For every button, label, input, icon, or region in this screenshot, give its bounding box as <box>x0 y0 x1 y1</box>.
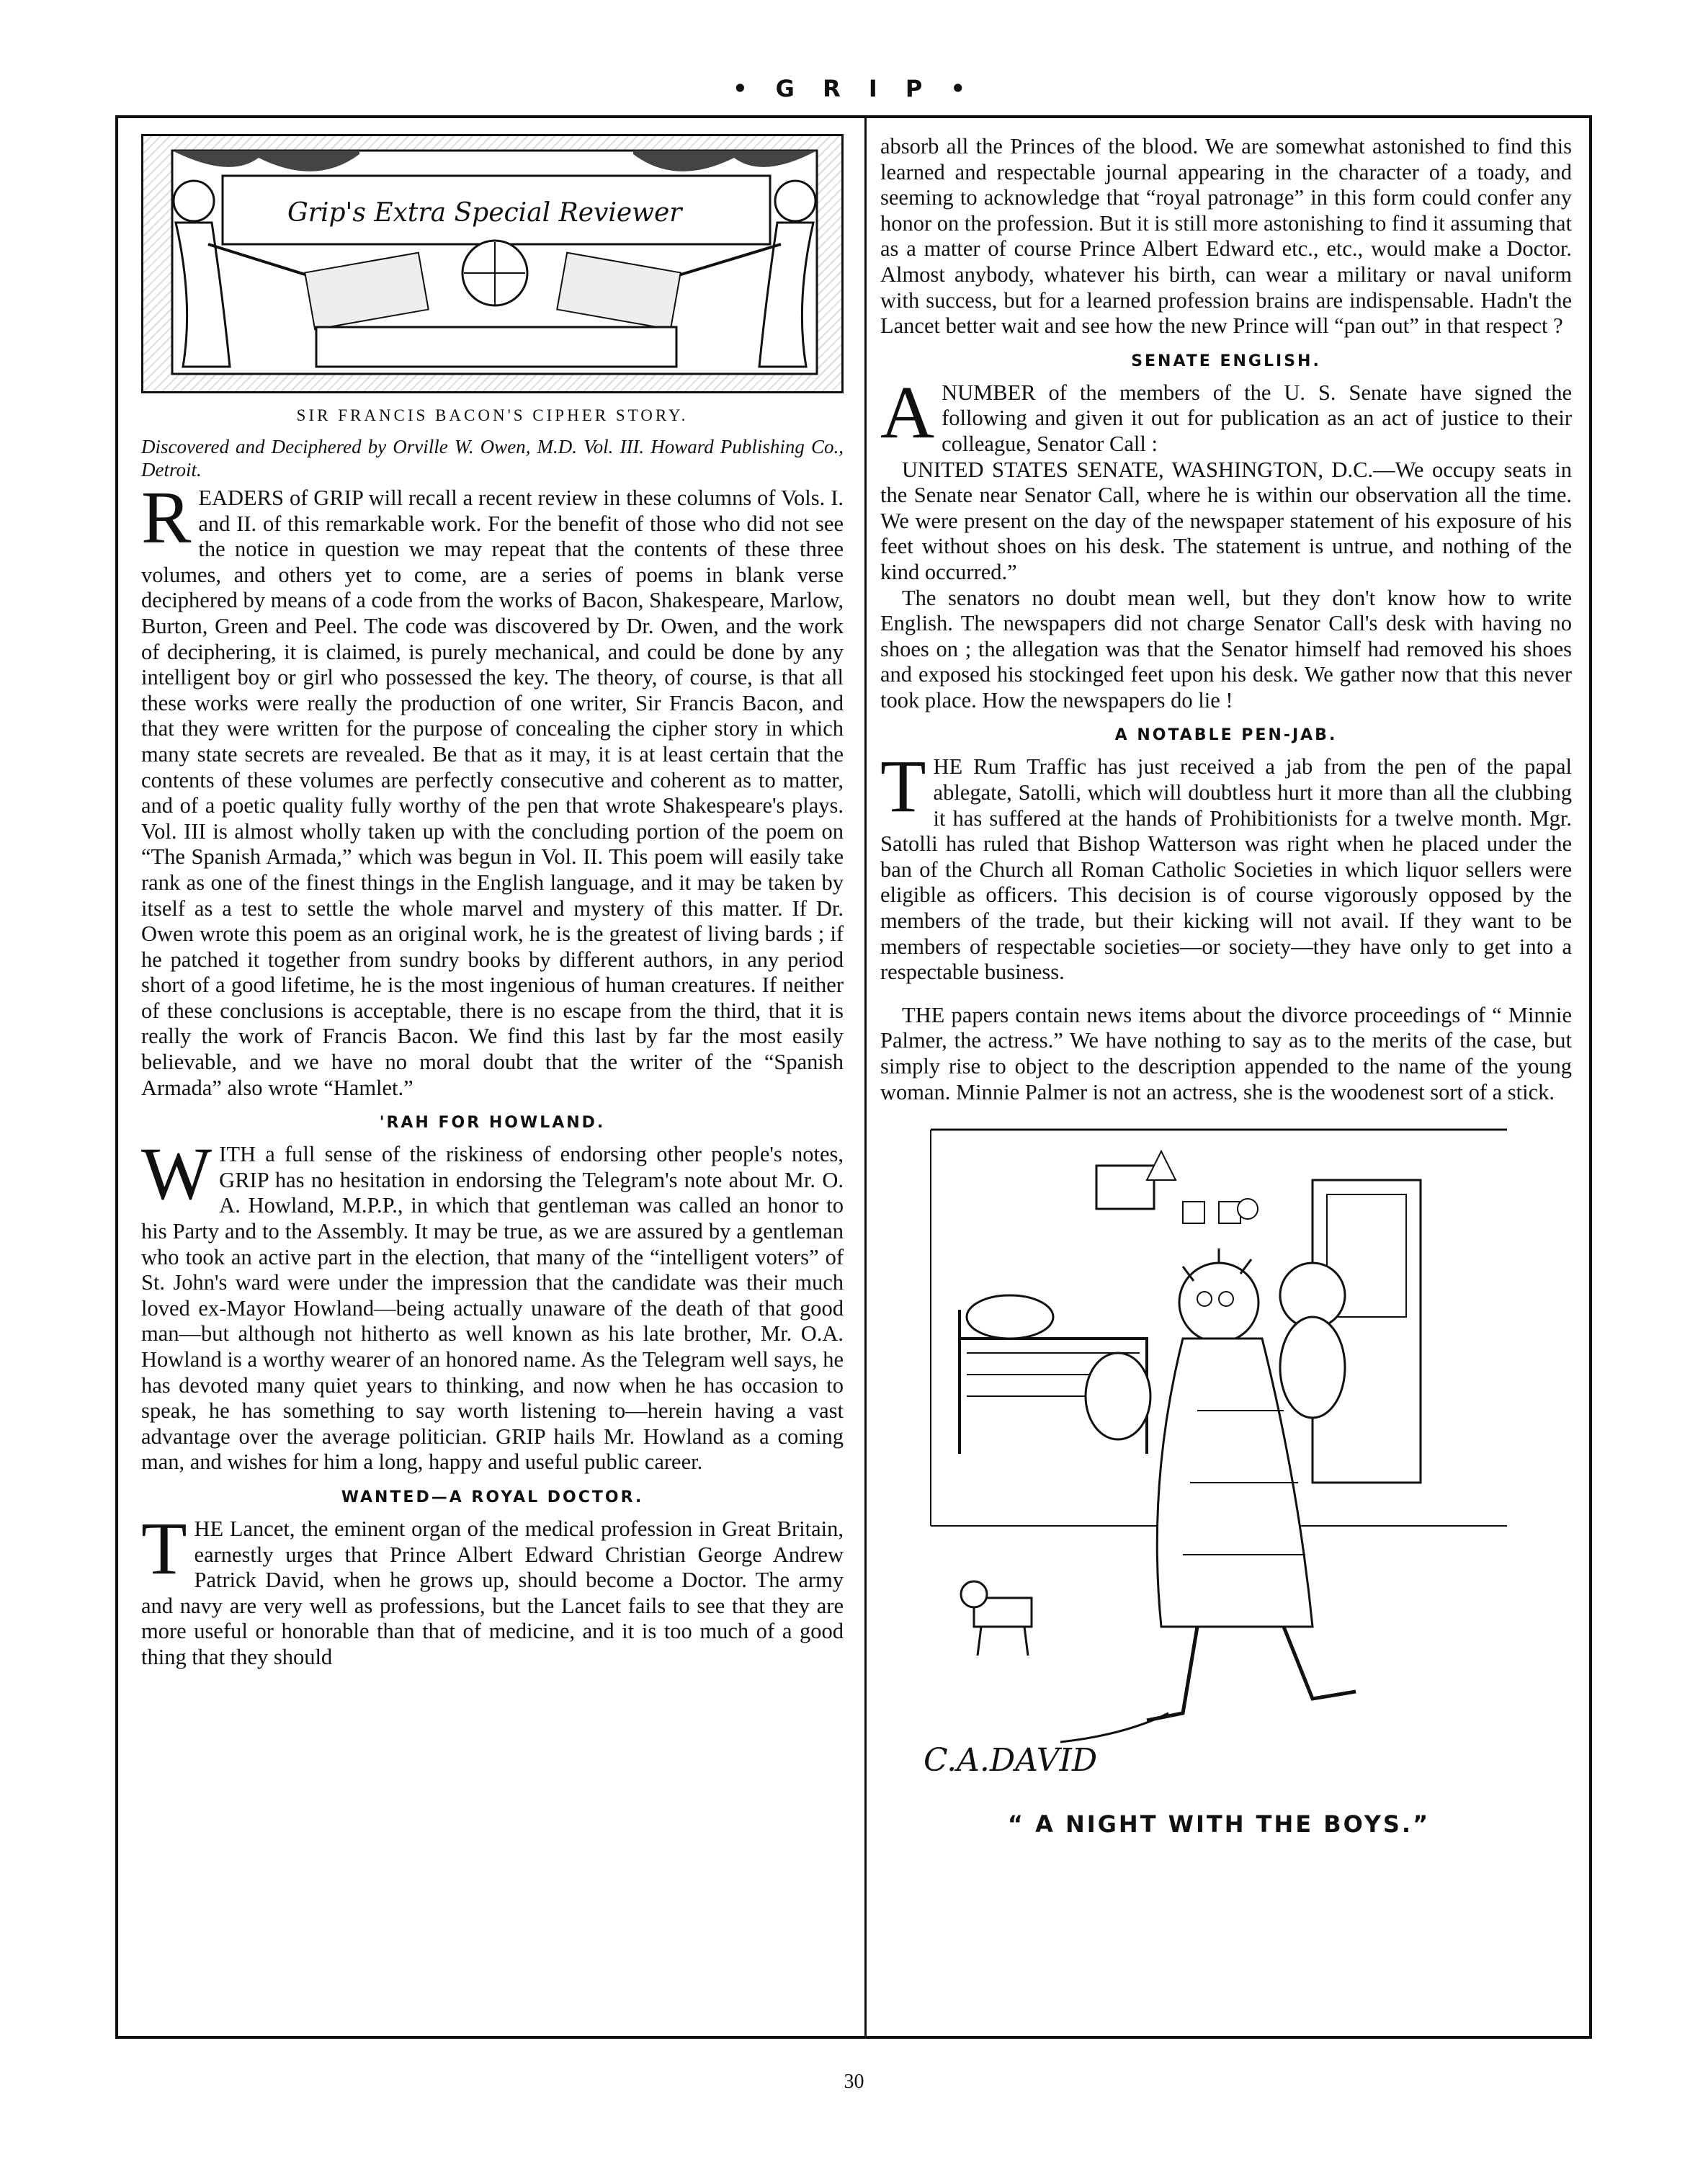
left-column <box>141 134 844 1671</box>
review-paragraph <box>141 476 844 1101</box>
penjab-body: HE Rum Traffic has just received a jab from the pen of the papal ablegate, Satolli, which will doubtless hurt it more than all the clubbing it has suffered at the hands of Prohibitionists for a twelve month. Mgr. Satolli has ruled that Bishop Watterson was right when he placed under the ban of the Church all Roman Catholic Societies in which liquor sellers were eligible as officers. This decision is of course vigorously opposed by the members of the trade, but their kicking will not avail. If they want to be members of respectable societies—or society—they have only to get into a respectable business. <box>880 754 1572 985</box>
penjab-dropcap: T <box>880 745 926 828</box>
howland-dropcap: W <box>141 1133 213 1216</box>
penjab-heading: A NOTABLE PEN-JAB. <box>1114 726 1338 745</box>
howland-paragraph <box>141 1133 844 1475</box>
howland-heading: 'RAH FOR HOWLAND. <box>379 1114 606 1133</box>
penjab-paragraph <box>880 745 1572 985</box>
palmer-paragraph: THE papers contain news items about the divorce proceedings of “ Minnie Palmer, the actress.” We have nothing to say as to the merits of the case, but simply rise to object to the description appended to the name of the young woman. Minnie Palmer is not an actress, she is the woodenest sort of a stick. <box>880 1002 1572 1104</box>
page-number: 30 <box>844 2071 864 2093</box>
senate-quote: UNITED STATES SENATE, WASHINGTON, D.C.—We occupy seats in the Senate near Senator Call, where he is within our observation all the time. We were present on the day of the newspaper statement of his exposure of his feet without shoes on his desk. The statement is untrue, and nothing of the kind occurred.” <box>880 457 1572 584</box>
review-body: EADERS of GRIP will recall a recent review in these columns of Vols. I. and II. of this remarkable work. For the benefit of those who did not see the notice in question we may repeat that the contents of these three volumes, and others yet to come, are a series of poems in blank verse deciphered by means of a code from the works of Bacon, Shakespeare, Marlow, Burton, Green and Peel. The code was discovered by Dr. Owen, and the work of deciphering, it is claimed, is purely mechanical, and could be done by any intelligent boy or girl who possessed the key. The theory, of course, is that all these works were really the production of one writer, Sir Francis Bacon, and that they were written for the purpose of concealing the cipher story in which many state secrets are revealed. Be that as it may, it is at least certain that the contents of these volumes are perfectly consecutive and coherent as to matter, and of a poetic quality fully worthy of the pen that wrote Shakespeare's plays. Vol. III is almost wholly taken up with the concluding portion of the poem on “The Spanish Armada,” which was begun in Vol. II. This poem will easily take rank as one of the finest things in the English language, and it may be taken by itself as a test to settle the whole marvel and mystery of this matter. If Dr. Owen wrote this poem as an original work, he is the greatest of living bards ; if he patched it together from sundry books by different authors, in any period short of a good lifetime, he is the most ingenious of human creatures. If neither of these conclusions is acceptable, there is no escape from the third, that it is really the work of Francis Bacon. We find this last by far the most easily believable, and we have no moral doubt that the writer of the “Spanish Armada” also wrote “Hamlet.” <box>141 486 844 1100</box>
cartoon-drawing <box>909 1122 1529 1800</box>
doctor-body: HE Lancet, the eminent organ of the medical profession in Great Britain, earnestly urges that Prince Albert Edward Christian George Andrew Patrick David, when he grows up, should become a Doctor. The army and navy are very well as professions, but the Lancet fails to see that they are more useful or honorable than that of medicine, and it is too much of a good thing that they should <box>141 1516 844 1669</box>
senate-heading: SENATE ENGLISH. <box>1131 352 1321 370</box>
review-dropcap: R <box>141 476 192 559</box>
review-byline: Discovered and Deciphered by Orville W. Owen, M.D. Vol. III. Howard Publishing Co., Detroit. <box>141 436 844 481</box>
reviewer-banner-illustration <box>141 134 844 393</box>
cartoon-illustration <box>909 1122 1529 1843</box>
cartoon-caption: “ A NIGHT WITH THE BOYS.” <box>1007 1810 1431 1839</box>
senate-comment: The senators no doubt mean well, but they don't know how to write English. The newspapers did not charge Senator Call's desk with having no shoes on ; the allegation was that the Senator himself had removed his shoes and exposed his stockinged feet upon his desk. We gather now that this never took place. How the newspapers do lie ! <box>880 585 1572 713</box>
howland-body: ITH a full sense of the riskiness of endorsing other people's notes, GRIP has no hesitation in endorsing the Telegram's note about Mr. O. A. Howland, M.P.P., in which that gentleman was called an honor to his Party and to the Assembly. It may be true, as we are assured by a gentleman who took an active part in the election, that many of the “intelligent voters” of St. John's ward were under the impression that the candidate was their much loved ex-Mayor Howland—being actually unaware of the death of that good man—but although not hitherto as well known as his late brother, Mr. O.A. Howland is a worthy wearer of an honored name. As the Telegram well says, he has devoted many quiet years to thinking, and now when he has occasion to speak, he has something to say worth listening to—herein having a vast advantage over the average politician. GRIP hails Mr. Howland as a coming man, and wishes for him a long, happy and useful public career. <box>141 1142 844 1475</box>
column-divider <box>864 115 867 2039</box>
senate-body: NUMBER of the members of the U. S. Senate have signed the following and given it out for publication as an act of justice to their colleague, Senator Call : <box>942 380 1572 456</box>
cartoon-signature: C.A.DAVID <box>924 1742 1098 1779</box>
doctor-heading: WANTED—A ROYAL DOCTOR. <box>341 1488 644 1506</box>
senate-dropcap: A <box>880 370 935 454</box>
masthead: • G R I P • <box>733 75 975 102</box>
doctor-continued: absorb all the Princes of the blood. We are somewhat astonished to find this learned and respectable journal appearing in the character of a toady, and seeming to acknowledge that “royal patronage” in this form could confer any honor on the profession. But it is still more astonishing to find it assuming that as a matter of course Prince Albert Edward etc., etc., would make a Doctor. Almost anybody, whatever his birth, can wear a military or naval uniform with success, but for a learned profession brains are indispensable. Hadn't the Lancet better wait and see how the new Prince will “pan out” in that respect ? <box>880 134 1572 339</box>
doctor-dropcap: T <box>141 1506 187 1590</box>
senate-paragraph <box>880 370 1572 457</box>
doctor-paragraph <box>141 1506 844 1671</box>
right-column <box>880 134 1572 1843</box>
reviewer-banner-drawing <box>143 136 846 396</box>
banner-script-text: Grip's Extra Special Reviewer <box>287 198 682 228</box>
review-heading: SIR FRANCIS BACON'S CIPHER STORY. <box>296 406 689 424</box>
